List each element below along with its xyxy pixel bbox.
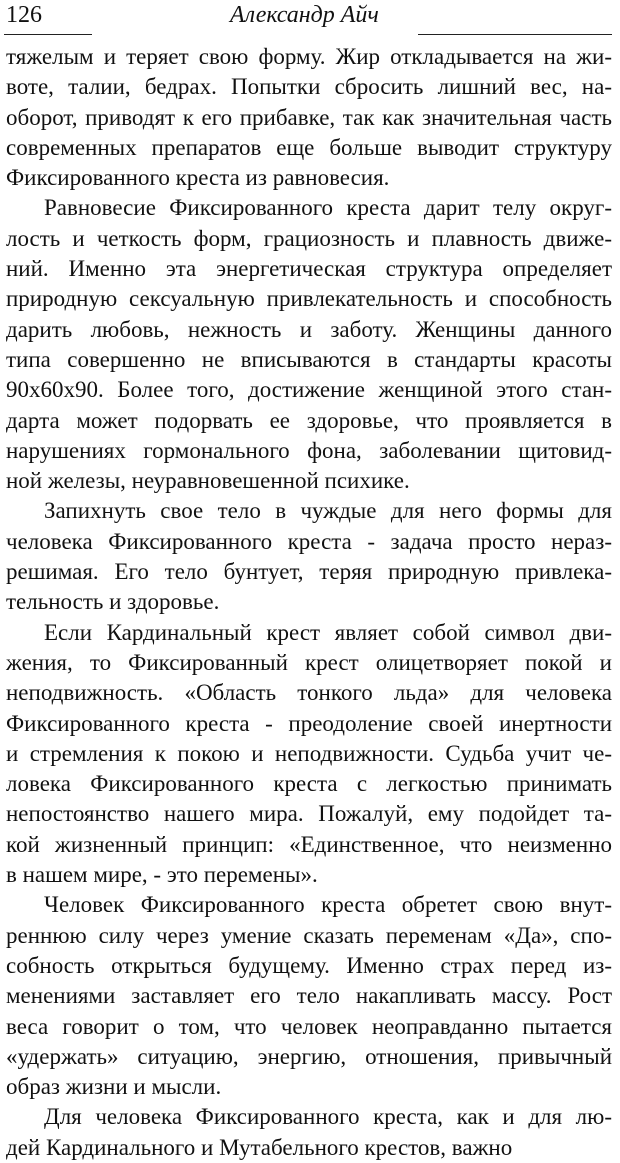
text-line: воте, талии, бедрах. Попытки сбросить лишний вес, на- <box>6 74 612 100</box>
text-line: веса говорит о том, что человек неоправданно пытается <box>6 1013 612 1039</box>
page-header <box>0 0 612 40</box>
text-line: кой жизненный принцип: «Единственное, что неизменно <box>6 831 612 857</box>
text-line: Для человека Фиксированного креста, как и для лю- <box>44 1104 612 1130</box>
text-line: Фиксированного креста - преодоление своей инертности <box>6 710 612 736</box>
text-line: нарушениях гормонального фона, заболевании щитовид- <box>6 437 612 463</box>
text-line: в нашем мире, - это перемены». <box>6 862 318 888</box>
text-line: дарить любовь, нежность и заботу. Женщины данного <box>6 316 612 342</box>
text-line: ной железы, неуравновешенной психике. <box>6 468 410 494</box>
header-rule-right <box>418 34 612 35</box>
text-line: лость и четкость форм, грациозность и плавность движе- <box>6 225 612 251</box>
text-line: дарта может подорвать ее здоровье, что проявляется в <box>6 407 612 433</box>
running-title: Александр Айч <box>230 2 379 28</box>
text-line: реннюю силу через умение сказать переменам «Да», спо- <box>6 922 612 948</box>
text-line: 90х60х90. Более того, достижение женщиной этого стан- <box>6 377 612 403</box>
text-line: природную сексуальную привлекательность и способность <box>6 286 612 312</box>
text-line: менениями заставляет его тело накапливать массу. Рост <box>6 983 612 1009</box>
text-line: Фиксированного креста из равновесия. <box>6 165 390 191</box>
text-line: Запихнуть свое тело в чуждые для него формы для <box>44 498 612 524</box>
text-line: «удержать» ситуацию, энергию, отношения, привычный <box>6 1043 612 1069</box>
text-line: ловека Фиксированного креста с легкостью принимать <box>6 771 612 797</box>
text-line: непостоянство нашего мира. Пожалуй, ему подойдет та- <box>6 801 612 827</box>
page-number: 126 <box>6 2 42 28</box>
text-line: Если Кардинальный крест являет собой символ дви- <box>44 619 612 645</box>
text-line: Равновесие Фиксированного креста дарит телу округ- <box>44 195 612 221</box>
text-line: собность открыться будущему. Именно страх перед из- <box>6 952 612 978</box>
text-line: тяжелым и теряет свою форму. Жир откладывается на жи- <box>6 44 612 69</box>
text-line: оборот, приводят к его прибавке, так как значительная часть <box>6 104 612 130</box>
text-line: ний. Именно эта энергетическая структура определяет <box>6 256 612 282</box>
text-line: образ жизни и мысли. <box>6 1074 222 1100</box>
text-line: современных препаратов еще больше выводит структуру <box>6 134 612 160</box>
body-text <box>6 42 612 1163</box>
text-line: неподвижность. «Область тонкого льда» для человека <box>6 680 612 706</box>
text-line: жения, то Фиксированный крест олицетворяет покой и <box>6 649 612 675</box>
text-line: типа совершенно не вписываются в стандарты красоты <box>6 346 612 372</box>
text-line: человека Фиксированного креста - задача просто нераз- <box>6 528 612 554</box>
text-line: тельность и здоровье. <box>6 589 220 615</box>
text-line: Человек Фиксированного креста обретет свою внут- <box>44 892 612 918</box>
header-rule-left <box>4 34 92 35</box>
text-line: решимая. Его тело бунтует, теряя природную привлека- <box>6 559 612 585</box>
text-line: дей Кардинального и Мутабельного крестов, важно <box>6 1134 513 1160</box>
text-line: и стремления к покою и неподвижности. Судьба учит че- <box>6 740 612 766</box>
